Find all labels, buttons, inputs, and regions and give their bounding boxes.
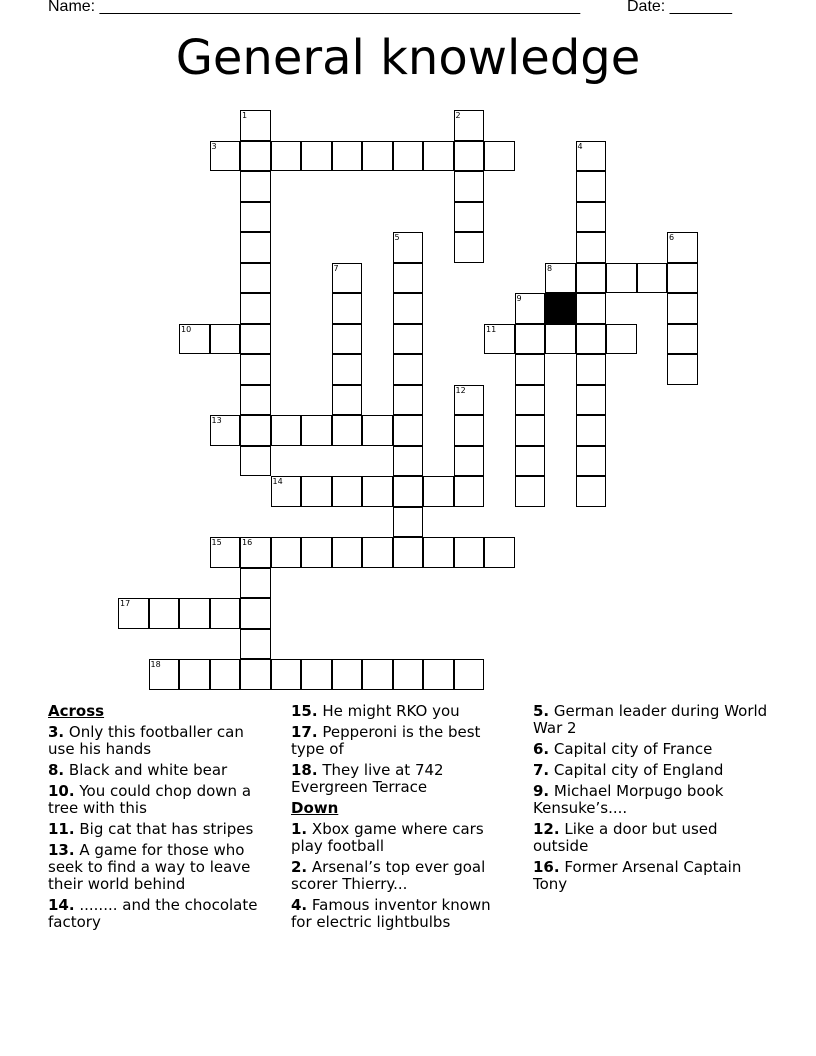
grid-cell[interactable] (576, 476, 607, 507)
grid-cell[interactable] (545, 263, 576, 294)
grid-cell[interactable] (240, 354, 271, 385)
grid-cell[interactable] (423, 476, 454, 507)
grid-cell[interactable] (667, 232, 698, 263)
grid-cell[interactable] (240, 537, 271, 568)
clue-across-17: 17. Pepperoni is the best type of (291, 723, 481, 758)
clue-down-9: 9. Michael Morpugo book Kensuke’s.... (533, 782, 724, 817)
grid-cell[interactable] (576, 324, 607, 355)
grid-cell[interactable] (332, 537, 363, 568)
grid-cell[interactable] (210, 537, 241, 568)
grid-cell[interactable] (301, 141, 332, 172)
grid-cell[interactable] (454, 415, 485, 446)
clues-column-1 (48, 703, 273, 935)
grid-cell[interactable] (179, 659, 210, 690)
clue-number: 4 (577, 141, 583, 151)
grid-cell[interactable] (637, 263, 668, 294)
clue-down-7: 7. Capital city of England (533, 761, 724, 779)
grid-cell[interactable] (515, 385, 546, 416)
grid-cell[interactable] (362, 415, 393, 446)
grid-cell[interactable] (393, 446, 424, 477)
grid-cell[interactable] (149, 598, 180, 629)
grid-cell[interactable] (576, 385, 607, 416)
grid-cell[interactable] (240, 293, 271, 324)
clue-number: 5 (394, 233, 400, 242)
grid-cell[interactable] (576, 293, 607, 324)
grid-cell[interactable] (332, 141, 363, 172)
grid-cell[interactable] (332, 476, 363, 507)
grid-cell[interactable] (393, 324, 424, 355)
grid-cell[interactable] (271, 141, 302, 172)
clue-across-3: 3. Only this footballer can use his hands (48, 723, 244, 758)
grid-cell[interactable] (393, 263, 424, 294)
clue-across-11: 11. Big cat that has stripes (48, 820, 254, 838)
grid-cell[interactable] (240, 659, 271, 690)
crossword-grid (118, 110, 718, 710)
grid-cell[interactable] (240, 598, 271, 629)
clue-down-4: 4. Famous inventor known for electric lightbulbs (291, 896, 491, 931)
grid-cell[interactable] (362, 141, 393, 172)
clue-number: 12 (455, 385, 466, 395)
clue-down-1: 1. Xbox game where cars play football (291, 820, 484, 855)
grid-cell[interactable] (606, 324, 637, 355)
clue-across-8: 8. Black and white bear (48, 761, 228, 779)
grid-cell[interactable] (576, 232, 607, 263)
clue-across-18: 18. They live at 742 Evergreen Terrace (291, 761, 444, 796)
grid-cell[interactable] (332, 385, 363, 416)
clue-number: 18 (150, 660, 161, 669)
clue-number: 9 (516, 294, 522, 303)
grid-cell[interactable] (576, 141, 607, 172)
grid-cell[interactable] (515, 354, 546, 385)
grid-cell[interactable] (576, 354, 607, 385)
grid-cell[interactable] (271, 415, 302, 446)
grid-cell[interactable] (271, 537, 302, 568)
clue-number: 3 (211, 141, 217, 151)
grid-cell[interactable] (576, 171, 607, 202)
grid-cell[interactable] (271, 476, 302, 507)
clue-number: 13 (211, 416, 222, 425)
clue-number: 11 (486, 324, 497, 334)
date-field-label: Date: _______ (627, 0, 732, 15)
clues-column-2 (291, 703, 516, 935)
grid-cell[interactable] (515, 324, 546, 355)
grid-cell[interactable] (240, 232, 271, 263)
grid-cell[interactable] (332, 263, 363, 294)
grid-cell[interactable] (667, 293, 698, 324)
grid-cell[interactable] (393, 507, 424, 538)
clue-down-5: 5. German leader during World War 2 (533, 702, 768, 737)
grid-cell[interactable] (301, 476, 332, 507)
grid-cell[interactable] (454, 476, 485, 507)
grid-cell[interactable] (210, 659, 241, 690)
clues-column-3 (533, 703, 768, 897)
grid-cell[interactable] (454, 232, 485, 263)
clue-across-10: 10. You could chop down a tree with this (48, 782, 252, 817)
grid-cell[interactable] (240, 324, 271, 355)
grid-cell[interactable] (454, 110, 485, 141)
grid-cell[interactable] (454, 537, 485, 568)
clue-number: 2 (455, 111, 461, 120)
grid-cell[interactable] (210, 324, 241, 355)
grid-cell[interactable] (545, 324, 576, 355)
grid-cell[interactable] (240, 263, 271, 294)
grid-cell[interactable] (454, 446, 485, 477)
grid-cell[interactable] (362, 537, 393, 568)
grid-cell[interactable] (393, 385, 424, 416)
grid-cell[interactable] (576, 202, 607, 233)
grid-cell[interactable] (240, 415, 271, 446)
grid-cell[interactable] (667, 263, 698, 294)
grid-cell[interactable] (240, 629, 271, 660)
clue-number: 6 (669, 233, 675, 242)
down-heading: Down (291, 799, 339, 817)
clue-number: 14 (272, 477, 283, 486)
clue-number: 17 (120, 599, 131, 608)
clue-down-12: 12. Like a door but used outside (533, 820, 718, 855)
grid-cell[interactable] (393, 415, 424, 446)
grid-cell[interactable] (393, 232, 424, 263)
clue-across-15: 15. He might RKO you (291, 702, 460, 720)
grid-cell[interactable] (393, 293, 424, 324)
grid-cell[interactable] (393, 141, 424, 172)
grid-cell[interactable] (393, 476, 424, 507)
clue-down-2: 2. Arsenal’s top ever goal scorer Thierry... (291, 858, 486, 893)
grid-cell[interactable] (515, 446, 546, 477)
clue-number: 16 (242, 538, 253, 547)
grid-cell[interactable] (240, 385, 271, 416)
grid-cell[interactable] (484, 537, 515, 568)
grid-cell[interactable] (484, 324, 515, 355)
grid-cell[interactable] (332, 293, 363, 324)
grid-cell[interactable] (332, 354, 363, 385)
grid-cell[interactable] (240, 568, 271, 599)
grid-cell[interactable] (454, 385, 485, 416)
grid-cell[interactable] (515, 293, 546, 324)
grid-cell[interactable] (454, 141, 485, 172)
grid-cell[interactable] (454, 171, 485, 202)
grid-cell[interactable] (484, 141, 515, 172)
clue-number: 15 (211, 538, 222, 547)
grid-cell[interactable] (179, 324, 210, 355)
grid-cell[interactable] (271, 659, 302, 690)
clue-number: 8 (547, 263, 553, 273)
grid-cell[interactable] (301, 537, 332, 568)
grid-cell[interactable] (423, 659, 454, 690)
grid-cell[interactable] (149, 659, 180, 690)
clue-across-14: 14. ........ and the chocolate factory (48, 896, 258, 931)
grid-cell[interactable] (240, 202, 271, 233)
grid-cell[interactable] (667, 354, 698, 385)
name-field-label: Name: ______________________________________________________ (48, 0, 581, 15)
grid-cell[interactable] (515, 415, 546, 446)
grid-cell[interactable] (332, 324, 363, 355)
grid-cell[interactable] (454, 659, 485, 690)
grid-cell[interactable] (332, 659, 363, 690)
across-heading: Across (48, 702, 105, 720)
black-cell (545, 293, 576, 324)
grid-cell[interactable] (210, 415, 241, 446)
grid-cell[interactable] (179, 598, 210, 629)
grid-cell[interactable] (332, 415, 363, 446)
grid-cell[interactable] (362, 659, 393, 690)
grid-cell[interactable] (240, 141, 271, 172)
clue-number: 1 (242, 111, 248, 120)
grid-cell[interactable] (301, 415, 332, 446)
grid-cell[interactable] (423, 537, 454, 568)
page-title: General knowledge (175, 30, 641, 86)
grid-cell[interactable] (210, 598, 241, 629)
grid-cell[interactable] (606, 263, 637, 294)
clue-down-16: 16. Former Arsenal Captain Tony (533, 858, 742, 893)
grid-cell[interactable] (240, 171, 271, 202)
clue-across-13: 13. A game for those who seek to find a way to leave their world behind (48, 841, 251, 893)
grid-cell[interactable] (667, 324, 698, 355)
clue-down-6: 6. Capital city of France (533, 740, 713, 758)
grid-cell[interactable] (362, 476, 393, 507)
grid-cell[interactable] (393, 659, 424, 690)
grid-cell[interactable] (301, 659, 332, 690)
clue-number: 7 (333, 263, 339, 273)
grid-cell[interactable] (515, 476, 546, 507)
grid-cell[interactable] (576, 446, 607, 477)
grid-cell[interactable] (240, 446, 271, 477)
grid-cell[interactable] (393, 537, 424, 568)
grid-cell[interactable] (454, 202, 485, 233)
grid-cell[interactable] (210, 141, 241, 172)
grid-cell[interactable] (393, 354, 424, 385)
grid-cell[interactable] (240, 110, 271, 141)
clue-number: 10 (181, 324, 192, 334)
grid-cell[interactable] (576, 263, 607, 294)
grid-cell[interactable] (423, 141, 454, 172)
grid-cell[interactable] (118, 598, 149, 629)
grid-cell[interactable] (576, 415, 607, 446)
